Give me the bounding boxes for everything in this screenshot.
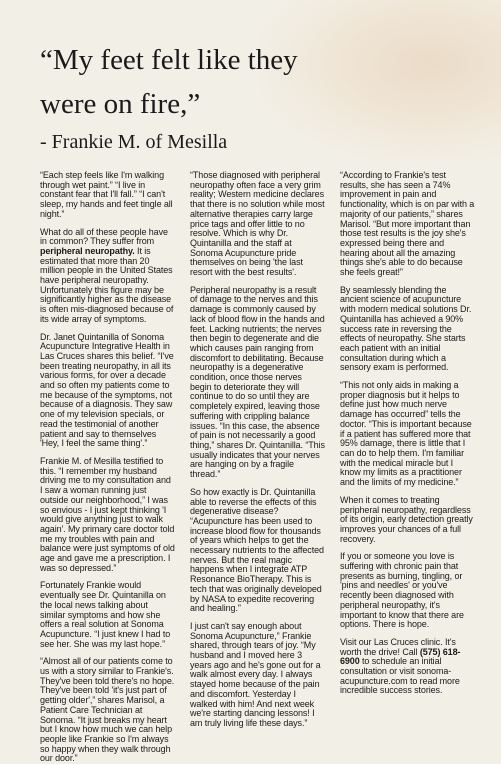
paragraph: Dr. Janet Quintanilla of Sonoma Acupuncture Integrative Health in Las Cruces shares this belief. “I've been treating neuropathy, in all its various forms, for over a decade and so often my patients come to me because of the symptoms, not because of a diagnosis. They saw one of my television specials, or read the testimonial of another patient and say to themselves 'Hey, I feel the same thing'.” <box>40 331 174 449</box>
paragraph: “Each step feels like I'm walking through wet paint.” “I live in constant fear that I'll fall.” “I can't sleep, my hands and feet tingle all night.” <box>40 170 173 219</box>
paragraph: So how exactly is Dr. Quintanilla able to reverse the effects of this degenerative disease? “Acupuncture has been used to increase blood flow for thousands of years which helps to get the necessary nutrients to the affected nerves. But the real magic happens when I integrate ATP Resonance BioTherapy. This is tech that was originally developed by NASA to expedite recovering and healing.” <box>190 486 324 614</box>
headline-line-2: were on fire,” <box>40 88 201 120</box>
paragraph: If you or someone you love is suffering with chronic pain that presents as burning, tingling, or 'pins and needles' or you've recently been diagnosed with peripheral neuropathy, it's important to know that there are options. There is hope. <box>340 551 464 630</box>
column-2 <box>190 170 325 728</box>
paragraph: Visit our Las Cruces clinic. It's worth the drive! Call (575) 618-6900 to schedule an initial consultation or visit sonoma-acupuncture.com to read more incredible success stories. <box>340 636 461 696</box>
paragraph: When it comes to treating peripheral neuropathy, regardless of its origin, early detection greatly improves your chances of a full recovery. <box>340 494 473 544</box>
article-columns <box>40 170 475 764</box>
column-3 <box>340 170 475 696</box>
paragraph: “Those diagnosed with peripheral neuropathy often face a very grim reality; Western medicine declares that there is no solution while most alternative therapies carry large price tags and offer little to no resolve. Which is why Dr. Quintanilla and the staff at Sonoma Acupuncture pride themselves on being 'the last resort with the best results'. <box>190 170 325 278</box>
paragraph: Frankie M. of Mesilla testified to this. “I remember my husband driving me to my consultation and I saw a woman running just outside our neighborhood,” I was so envious - I just kept thinking 'I would give anything just to walk again'. My primary care doctor told me my troubles with pain and balance were just symptoms of old age and gave me a prescription. I was so depressed.” <box>40 455 175 573</box>
paragraph: “This not only aids in making a proper diagnosis but it helps to define just how much nerve damage has occurred” tells the doctor. “This is important because if a patient has suffered more that 95% damage, there is little that I can do to help them. I'm familiar with the medical miracle but I know my limits as a practitioner and the limits of my medicine.” <box>340 380 472 488</box>
headline-line-1: “My feet felt like they <box>40 44 298 76</box>
bold-term: peripheral neuropathy. <box>40 245 135 256</box>
paragraph: Fortunately Frankie would eventually see Dr. Quintanilla on the local news talking about similar symptoms and how she offers a real solution at Sonoma Acupuncture. “I just knew I had to see her. She was my last hope.” <box>40 580 171 649</box>
headline-byline: - Frankie M. of Mesilla <box>40 131 228 153</box>
paragraph: By seamlessly blending the ancient science of acupuncture with modern medical solutions Dr. Quintanilla has achieved a 90% success rate in reversing the effects of neuropathy. She starts each patient with an initial consultation during which a sensory exam is performed. <box>340 284 472 373</box>
column-1 <box>40 170 175 764</box>
paragraph: What do all of these people have in common? They suffer from peripheral neuropathy. It is estimated that more than 20 million people in the United States have peripheral neuropathy. Unfortunately this figure may be significantly higher as the disease is often mis-diagnosed because of its wide array of symptoms. <box>40 226 174 324</box>
phone-number: (575) 618-6900 <box>340 646 461 667</box>
paragraph: “Almost all of our patients come to us with a story similar to Frankie's. They've been told there's no hope. They've been told 'it's just part of getting older',” shares Marisol, a Patient Care Technician at Sonoma. “It just breaks my heart but I know how much we can help people like Frankie so I'm always so happy when they walk through our door.” <box>40 656 175 764</box>
paragraph: Peripheral neuropathy is a result of damage to the nerves and this damage is commonly caused by lack of blood flow in the hands and feet. Lacking nutrients; the nerves then begin to degenerate and die which causes pain ranging from discomfort to debilitating. Because neuropathy is a degenerative condition, once those nerves begin to deteriorate they will continue to do so until they are completely expired, leaving those suffering with crippling balance issues. “In this case, the absence of pain is not necessarily a good thing,” shares Dr. Quintanilla. “This usually indicates that your nerves are hanging on by a fragile thread.” <box>190 284 325 480</box>
paragraph: I just can't say enough about Sonoma Acupuncture,” Frankie shared, through tears of joy. “My husband and I moved here 3 years ago and he's gone out for a walk almost every day. I always stayed home because of the pain and discomfort. Yesterday I walked with him! And next week we're starting dancing lessons! I am truly living life these days.” <box>190 620 321 728</box>
paragraph: “According to Frankie's test results, she has seen a 74% improvement in pain and functionality, which is on par with a majority of our patients,” shares Marisol. “But more important than those test results is the joy she's expressed being there and hearing about all the amazing things she's able to do because she feels great!” <box>340 170 475 278</box>
headline-quote <box>40 38 360 126</box>
